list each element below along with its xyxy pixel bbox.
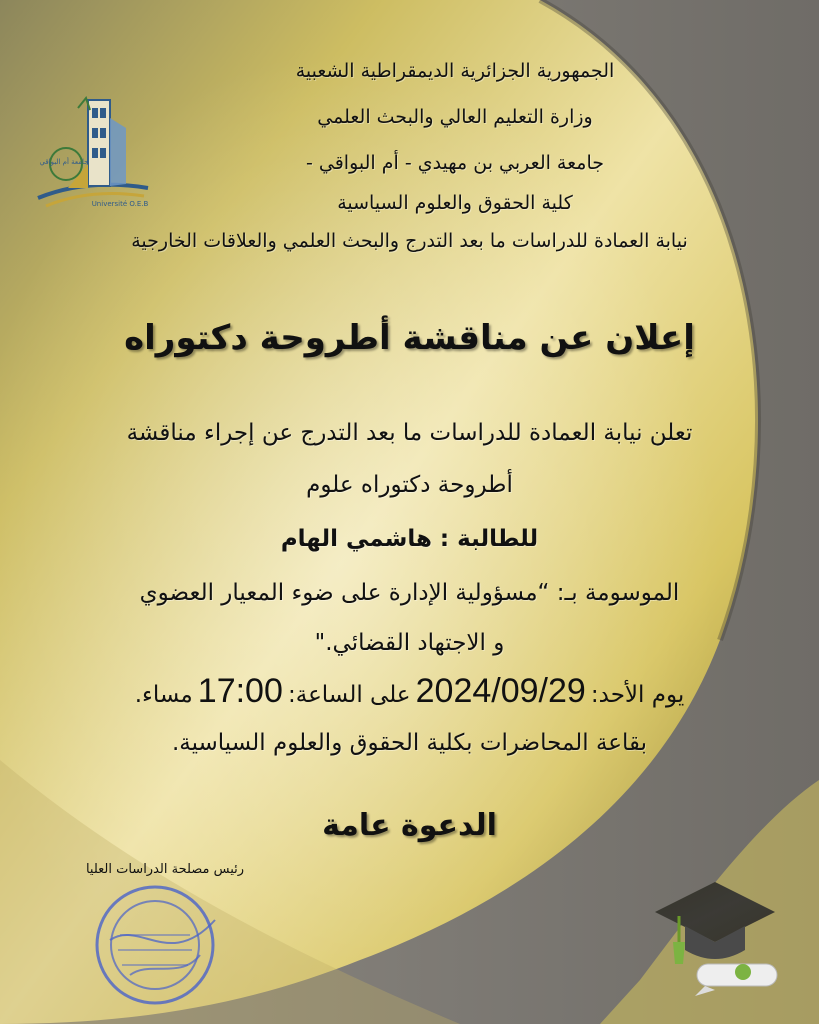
body-line-1: تعلن نيابة العمادة للدراسات ما بعد التدرج عن إجراء مناقشة <box>126 420 693 446</box>
university-logo-icon <box>28 88 158 218</box>
time-prefix: على الساعة: <box>287 682 411 708</box>
header-line-1: الجمهورية الجزائرية الديمقراطية الشعبية <box>295 60 615 82</box>
header-line-5: نيابة العمادة للدراسات ما بعد التدرج والبحث العلمي والعلاقات الخارجية <box>131 230 688 252</box>
thesis-title-line-1: الموسومة بـ: “مسؤولية الإدارة على ضوء المعيار العضوي <box>139 580 680 606</box>
closing-text: الدعوة عامة <box>322 808 497 843</box>
venue-line: بقاعة المحاضرات بكلية الحقوق والعلوم السياسية. <box>171 730 648 756</box>
header-line-4: كلية الحقوق والعلوم السياسية <box>337 192 573 214</box>
page-title: إعلان عن مناقشة أطروحة دكتوراه <box>124 318 695 358</box>
header-line-2: وزارة التعليم العالي والبحث العلمي <box>317 106 593 128</box>
date-value: 2024/09/29 <box>415 672 586 710</box>
body-line-2: أطروحة دكتوراه علوم <box>306 472 513 498</box>
time-suffix: مساء. <box>134 682 193 708</box>
official-stamp-icon <box>90 880 220 1010</box>
signature-title: رئيس مصلحة الدراسات العليا <box>85 862 245 877</box>
date-prefix: يوم الأحد: <box>590 682 685 708</box>
header-line-3: جامعة العربي بن مهيدي - أم البواقي - <box>305 152 605 174</box>
thesis-title-line-2: و الاجتهاد القضائي." <box>314 630 505 656</box>
graduation-cap-icon <box>645 872 785 1002</box>
student-name: للطالبة : هاشمي الهام <box>280 526 539 552</box>
date-time-line <box>0 672 819 711</box>
time-value: 17:00 <box>197 672 283 710</box>
logo-latin-text: Université O.E.B <box>91 200 149 208</box>
logo-arabic-text: جامعة أم البواقي <box>39 158 89 166</box>
